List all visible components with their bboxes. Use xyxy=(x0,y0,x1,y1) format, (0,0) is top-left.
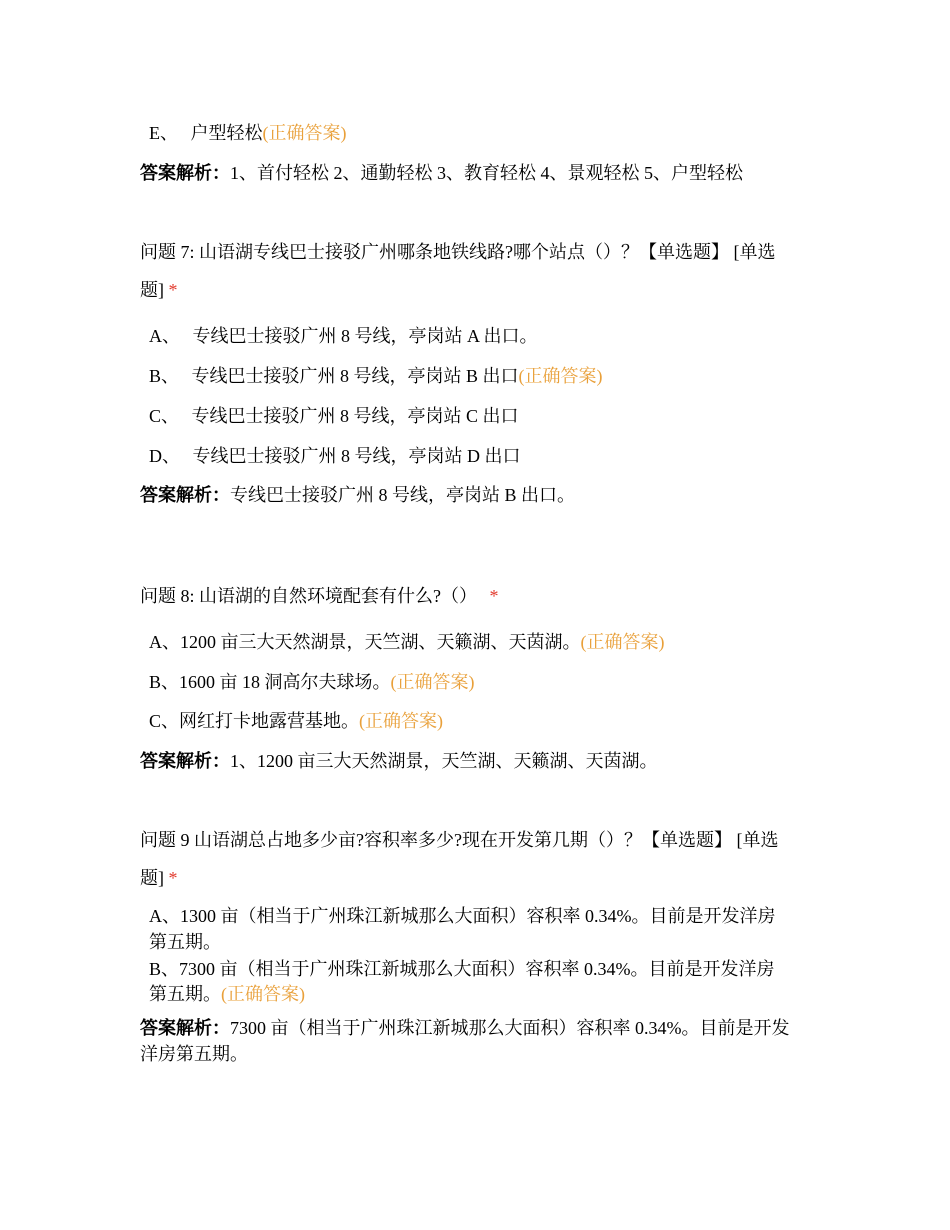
required-star: * xyxy=(489,586,499,606)
analysis-text: 1、1200 亩三大天然湖景，天竺湖、天籁湖、天茵湖。 xyxy=(230,751,658,771)
option-text: 户型轻松 xyxy=(190,123,263,143)
q7-title-end: 题] xyxy=(140,280,164,300)
option-text: B、1600 亩 18 洞高尔夫球场。 xyxy=(149,672,391,692)
q9-analysis-line1 xyxy=(140,1016,790,1040)
required-star: * xyxy=(168,868,178,888)
q8-option-c xyxy=(149,709,443,733)
q8-option-a xyxy=(149,630,665,654)
analysis-text: 1、首付轻松 2、通勤轻松 3、教育轻松 4、景观轻松 5、户型轻松 xyxy=(230,163,743,183)
correct-answer-tag: (正确答案) xyxy=(580,632,665,652)
q7-option-c xyxy=(149,404,519,428)
q9-option-b-line1: B、7300 亩（相当于广州珠江新城那么大面积）容积率 0.34%。目前是开发洋房 xyxy=(149,959,775,979)
option-text: 专线巴士接驳广州 8 号线，亭岗站 C 出口 xyxy=(191,406,519,426)
correct-answer-tag: (正确答案) xyxy=(262,123,347,143)
analysis-label: 答案解析： xyxy=(140,751,230,771)
q9-title-line1: 问题 9 山语湖总占地多少亩?容积率多少?现在开发第几期（）？【单选题】 [单选 xyxy=(140,830,779,850)
q9-option-b-line2 xyxy=(149,982,305,1006)
option-text: 第五期。 xyxy=(149,984,221,1004)
option-text: 专线巴士接驳广州 8 号线，亭岗站 B 出口 xyxy=(191,366,519,386)
option-text: C、网红打卡地露营基地。 xyxy=(149,711,360,731)
q7-title-line2 xyxy=(140,278,178,302)
q8-title xyxy=(140,584,499,608)
option-letter: C、 xyxy=(149,406,180,426)
q8-title-text: 问题 8: 山语湖的自然环境配套有什么?（） xyxy=(140,586,477,606)
option-letter: D、 xyxy=(149,446,180,466)
q8-analysis xyxy=(140,749,658,773)
q7-option-a xyxy=(149,324,538,348)
option-text: 专线巴士接驳广州 8 号线，亭岗站 A 出口。 xyxy=(192,326,538,346)
q9-analysis-line2: 洋房第五期。 xyxy=(140,1044,248,1064)
q9-option-a-line1: A、1300 亩（相当于广州珠江新城那么大面积）容积率 0.34%。目前是开发洋房 xyxy=(149,906,776,926)
q9-option-a-line2: 第五期。 xyxy=(149,932,221,952)
q6-option-e xyxy=(149,121,347,145)
option-text: A、1200 亩三大天然湖景，天竺湖、天籁湖、天茵湖。 xyxy=(149,632,581,652)
q6-analysis xyxy=(140,161,743,185)
q7-option-d xyxy=(149,444,521,468)
analysis-text: 专线巴士接驳广州 8 号线，亭岗站 B 出口。 xyxy=(230,485,576,505)
correct-answer-tag: (正确答案) xyxy=(221,984,305,1004)
option-letter: E、 xyxy=(149,123,178,143)
correct-answer-tag: (正确答案) xyxy=(518,366,603,386)
q7-option-b xyxy=(149,364,603,388)
q7-analysis xyxy=(140,483,575,507)
q7-title-line1: 问题 7: 山语湖专线巴士接驳广州哪条地铁线路?哪个站点（）？【单选题】 [单选 xyxy=(140,242,776,262)
correct-answer-tag: (正确答案) xyxy=(359,711,444,731)
analysis-label: 答案解析： xyxy=(140,485,230,505)
q9-title-line2 xyxy=(140,866,178,890)
option-text: 专线巴士接驳广州 8 号线，亭岗站 D 出口 xyxy=(192,446,521,466)
option-letter: B、 xyxy=(149,366,180,386)
option-letter: A、 xyxy=(149,326,180,346)
q8-option-b xyxy=(149,670,475,694)
analysis-label: 答案解析： xyxy=(140,163,230,183)
correct-answer-tag: (正确答案) xyxy=(390,672,475,692)
analysis-label: 答案解析： xyxy=(140,1018,230,1038)
required-star: * xyxy=(168,280,178,300)
q9-title-end: 题] xyxy=(140,868,164,888)
analysis-text: 7300 亩（相当于广州珠江新城那么大面积）容积率 0.34%。目前是开发 xyxy=(230,1018,790,1038)
